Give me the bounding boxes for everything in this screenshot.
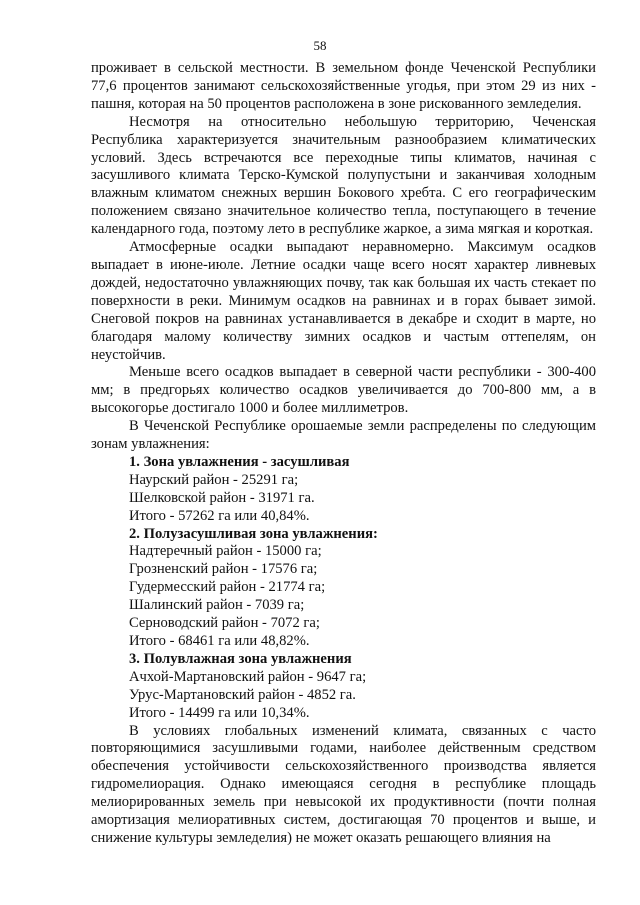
zone-district-line: Ачхой-Мартановский район - 9647 га; — [129, 668, 367, 685]
paragraph-hydromelioration: В условиях глобальных изменений климата, связанных с часто повторяющимися засушливыми годами, наиболее действенным средством обеспечения устойчивости сельскохозяйственного производства является гидромелиорация. Однако имеющаяся сегодня в республике площадь мелиорированных земель при невысокой их продуктивности (почти полная амортизация мелиоративных систем, достигающая 70 процентов и выше, и снижение культуры земледелия) не может оказать решающего влияния на — [91, 722, 596, 846]
zone-district-line: Надтеречный район - 15000 га; — [129, 543, 322, 560]
zone-heading: 1. Зона увлажнения - засушливая — [129, 453, 350, 470]
zone-heading: 2. Полузасушливая зона увлажнения: — [129, 525, 378, 542]
zone-district-line: Грозненский район - 17576 га; — [129, 561, 318, 578]
document-body — [91, 60, 596, 848]
zone-total-line: Итого - 57262 га или 40,84%. — [129, 507, 310, 524]
zone-district-line: Гудермесский район - 21774 га; — [129, 579, 326, 596]
zone-district-line: Шелковской район - 31971 га. — [129, 489, 315, 506]
zone-total-line: Итого - 68461 га или 48,82%. — [129, 633, 310, 649]
zone-district-line: Урус-Мартановский район - 4852 га. — [129, 686, 356, 703]
paragraph-climate: Несмотря на относительно небольшую территорию, Чеченская Республика характеризуется значительным разнообразием климатических условий. Здесь встречаются все переходные типы климатов, начиная с засушливого климата Терско-Кумской полупустыни и заканчивая холодным влажным климатом снежных вершин Бокового хребта. С его географическим положением связано значительное количество тепла, поступающего в течение календарного года, поэтому лето в республике жаркое, а зима мягкая и короткая. — [91, 113, 596, 238]
paragraph-precipitation-amounts: Меньше всего осадков выпадает в северной части республики - 300-400 мм; в предгорьях количество осадков увеличивается до 700-800 мм, а в высокогорье достигало 1000 и более миллиметров. — [91, 364, 596, 417]
zone-district-line: Наурский район - 25291 га; — [129, 471, 299, 488]
zone-district-line: Шалинский район - 7039 га; — [129, 597, 305, 614]
zone-district-line: Серноводский район - 7072 га; — [129, 615, 320, 632]
page-number: 58 — [313, 38, 327, 53]
paragraph-land-fund: проживает в сельской местности. В земельном фонде Чеченской Республики 77,6 процентов занимают сельскохозяйственные угодья, при этом 29 из них - пашня, которая на 50 процентов расположена в зоне рискованного земледелия. — [91, 60, 596, 112]
zone-total-line: Итого - 14499 га или 10,34%. — [129, 704, 310, 721]
zone-heading: 3. Полувлажная зона увлажнения — [129, 650, 352, 667]
paragraph-precipitation: Атмосферные осадки выпадают неравномерно. Максимум осадков выпадает в июне-июле. Летние осадки чаще всего носят характер ливневых дождей, недостаточно увлажняющих почву, так как большая их часть стекает по поверхности в реки. Минимум осадков на равнинах и в горах бывает зимой. Снеговой покров на равнинах устанавливается в декабре и сходит в марте, но благодаря малому количеству зимних осадков и частым оттепелям, он неустойчив. — [91, 239, 596, 363]
paragraph-irrigated-lands: В Чеченской Республике орошаемые земли распределены по следующим зонам увлажнения: — [91, 418, 596, 453]
